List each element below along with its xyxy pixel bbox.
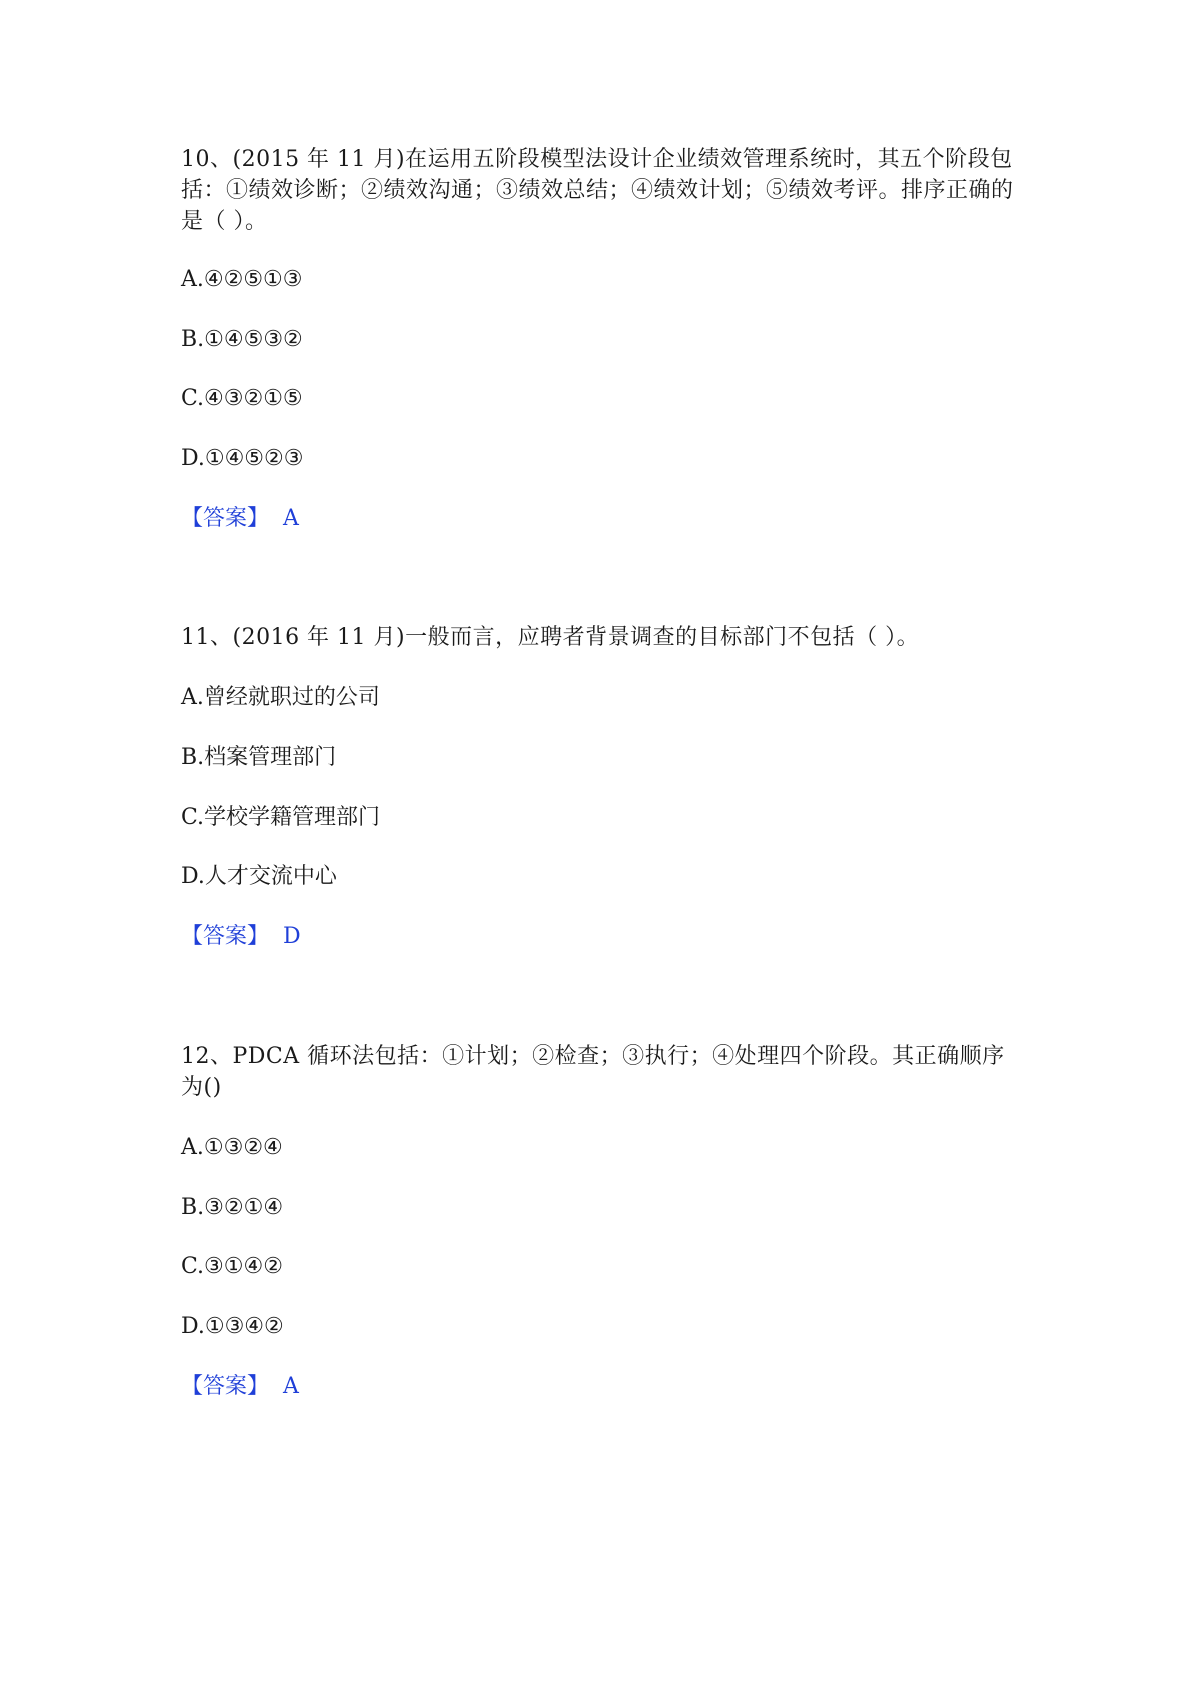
option-d: D.①④⑤②③ — [181, 446, 304, 471]
option-c: C.④③②①⑤ — [181, 386, 303, 411]
option-d: D.①③④② — [181, 1314, 284, 1339]
answer-line — [181, 503, 299, 534]
question-12 — [181, 1041, 1021, 1399]
answer-line — [181, 1371, 299, 1402]
option-b: B.①④⑤③② — [181, 327, 303, 352]
option-c: C.学校学籍管理部门 — [181, 805, 381, 830]
question-11 — [181, 622, 1021, 949]
question-stem: 12、PDCA 循环法包括：①计划；②检查；③执行；④处理四个阶段。其正确顺序为() — [181, 1044, 1005, 1100]
option-b: B.档案管理部门 — [181, 745, 337, 770]
option-b: B.③②①④ — [181, 1195, 284, 1220]
answer-label: 【答案】 — [181, 506, 270, 531]
question-stem: 10、(2015 年 11 月)在运用五阶段模型法设计企业绩效管理系统时，其五个阶段包括：①绩效诊断；②绩效沟通；③绩效总结；④绩效计划；⑤绩效考评。排序正确的是（ ）。 — [181, 147, 1014, 234]
answer-value: D — [283, 924, 301, 949]
answer-label: 【答案】 — [181, 924, 270, 949]
option-a: A.④②⑤①③ — [181, 267, 303, 292]
answer-value: A — [283, 506, 299, 531]
option-a: A.①③②④ — [181, 1135, 283, 1160]
answer-label: 【答案】 — [181, 1374, 270, 1399]
question-10 — [181, 144, 1021, 531]
question-stem: 11、(2016 年 11 月)一般而言，应聘者背景调查的目标部门不包括（ ）。 — [181, 625, 920, 650]
answer-value: A — [283, 1374, 299, 1399]
answer-line — [181, 921, 301, 952]
option-d: D.人才交流中心 — [181, 864, 337, 889]
option-c: C.③①④② — [181, 1254, 283, 1279]
option-a: A.曾经就职过的公司 — [181, 685, 380, 710]
